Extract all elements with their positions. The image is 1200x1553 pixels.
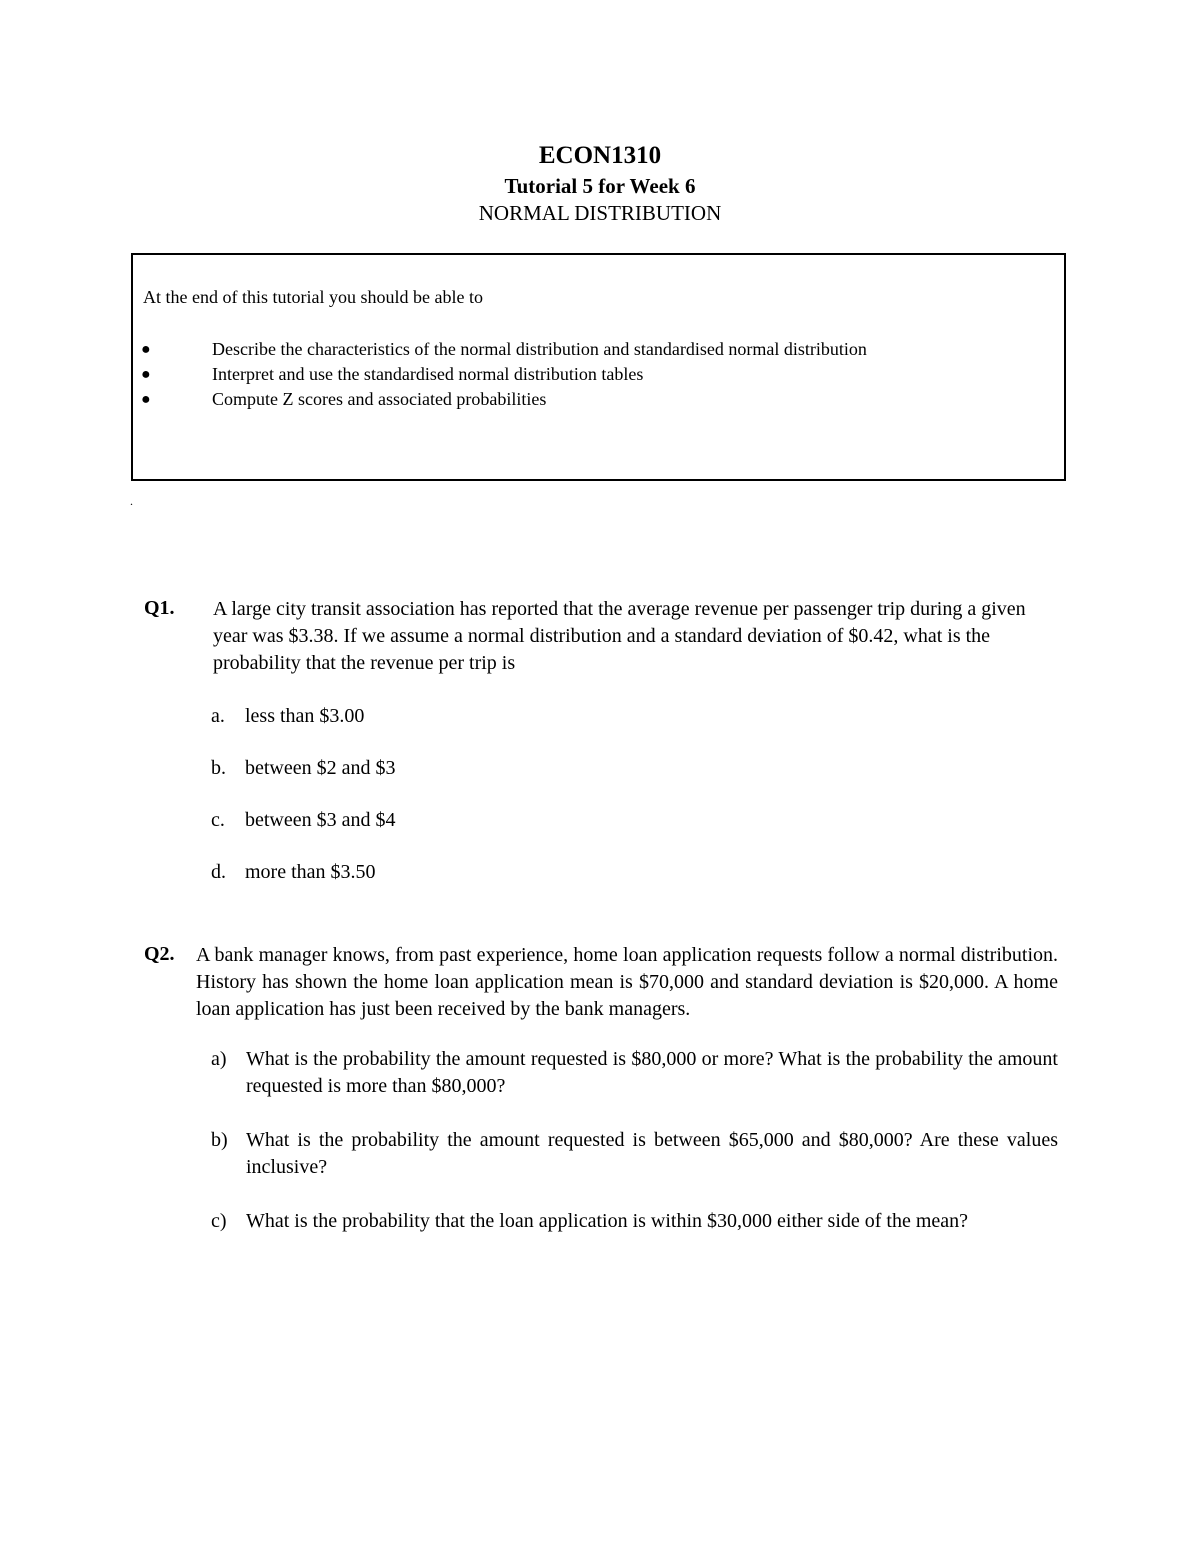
objective-item: [133, 387, 1064, 412]
course-code: ECON1310: [538, 142, 662, 169]
part-text: What is the probability the amount requested is between $65,000 and $80,000? Are these values inclusive?: [246, 1129, 1058, 1178]
part-text: What is the probability that the loan application is within $30,000 either side of the mean?: [246, 1210, 969, 1232]
part-letter: a): [211, 1048, 227, 1070]
topic-title: NORMAL DISTRIBUTION: [478, 201, 722, 225]
bullet-icon: ●: [141, 391, 151, 408]
bullet-icon: ●: [141, 341, 151, 358]
objective-text: Interpret and use the standardised normal distribution tables: [212, 364, 644, 384]
question-part: [211, 1127, 1058, 1181]
question-1-text: [213, 596, 1058, 677]
objective-text: Compute Z scores and associated probabilities: [212, 389, 547, 409]
objectives-list: [133, 337, 1064, 412]
learning-objectives-box: [131, 253, 1066, 481]
question-part: [211, 1046, 1058, 1100]
tutorial-title: Tutorial 5 for Week 6: [504, 174, 696, 198]
objective-text: Describe the characteristics of the normal distribution and standardised normal distribution: [212, 339, 867, 359]
bullet-icon: ●: [141, 366, 151, 383]
part-text: between $3 and $4: [245, 809, 396, 831]
question-2-text: A bank manager knows, from past experience, home loan application requests follow a normal distribution. History has shown the home loan application mean is $70,000 and standard deviation is $20,000. A home loan application has just been received by the bank managers.: [196, 944, 1058, 1020]
stray-mark: .: [130, 494, 133, 508]
question-1-paragraph: A large city transit association has reported that the average revenue per passenger trip during a given year was $3.38. If we assume a normal distribution and a standard deviation of $0.42, what is the probability that the revenue per trip is: [213, 598, 1026, 674]
part-letter: b.: [211, 757, 226, 779]
part-text: more than $3.50: [245, 861, 376, 883]
objective-item: [133, 337, 1064, 362]
part-letter: c.: [211, 809, 225, 831]
question-2-parts: [211, 1046, 1058, 1262]
part-text: between $2 and $3: [245, 757, 396, 779]
objectives-intro: At the end of this tutorial you should be able to: [143, 287, 483, 307]
objective-item: [133, 362, 1064, 387]
part-letter: b): [211, 1129, 228, 1151]
part-letter: c): [211, 1210, 227, 1232]
part-letter: a.: [211, 705, 225, 727]
question-1-label: Q1.: [144, 597, 175, 619]
question-part: [211, 1208, 1058, 1235]
question-2-label: Q2.: [144, 943, 175, 965]
part-letter: d.: [211, 861, 226, 883]
part-text: What is the probability the amount requested is $80,000 or more? What is the probability the amount requested is more than $80,000?: [246, 1048, 1058, 1097]
part-text: less than $3.00: [245, 705, 365, 727]
